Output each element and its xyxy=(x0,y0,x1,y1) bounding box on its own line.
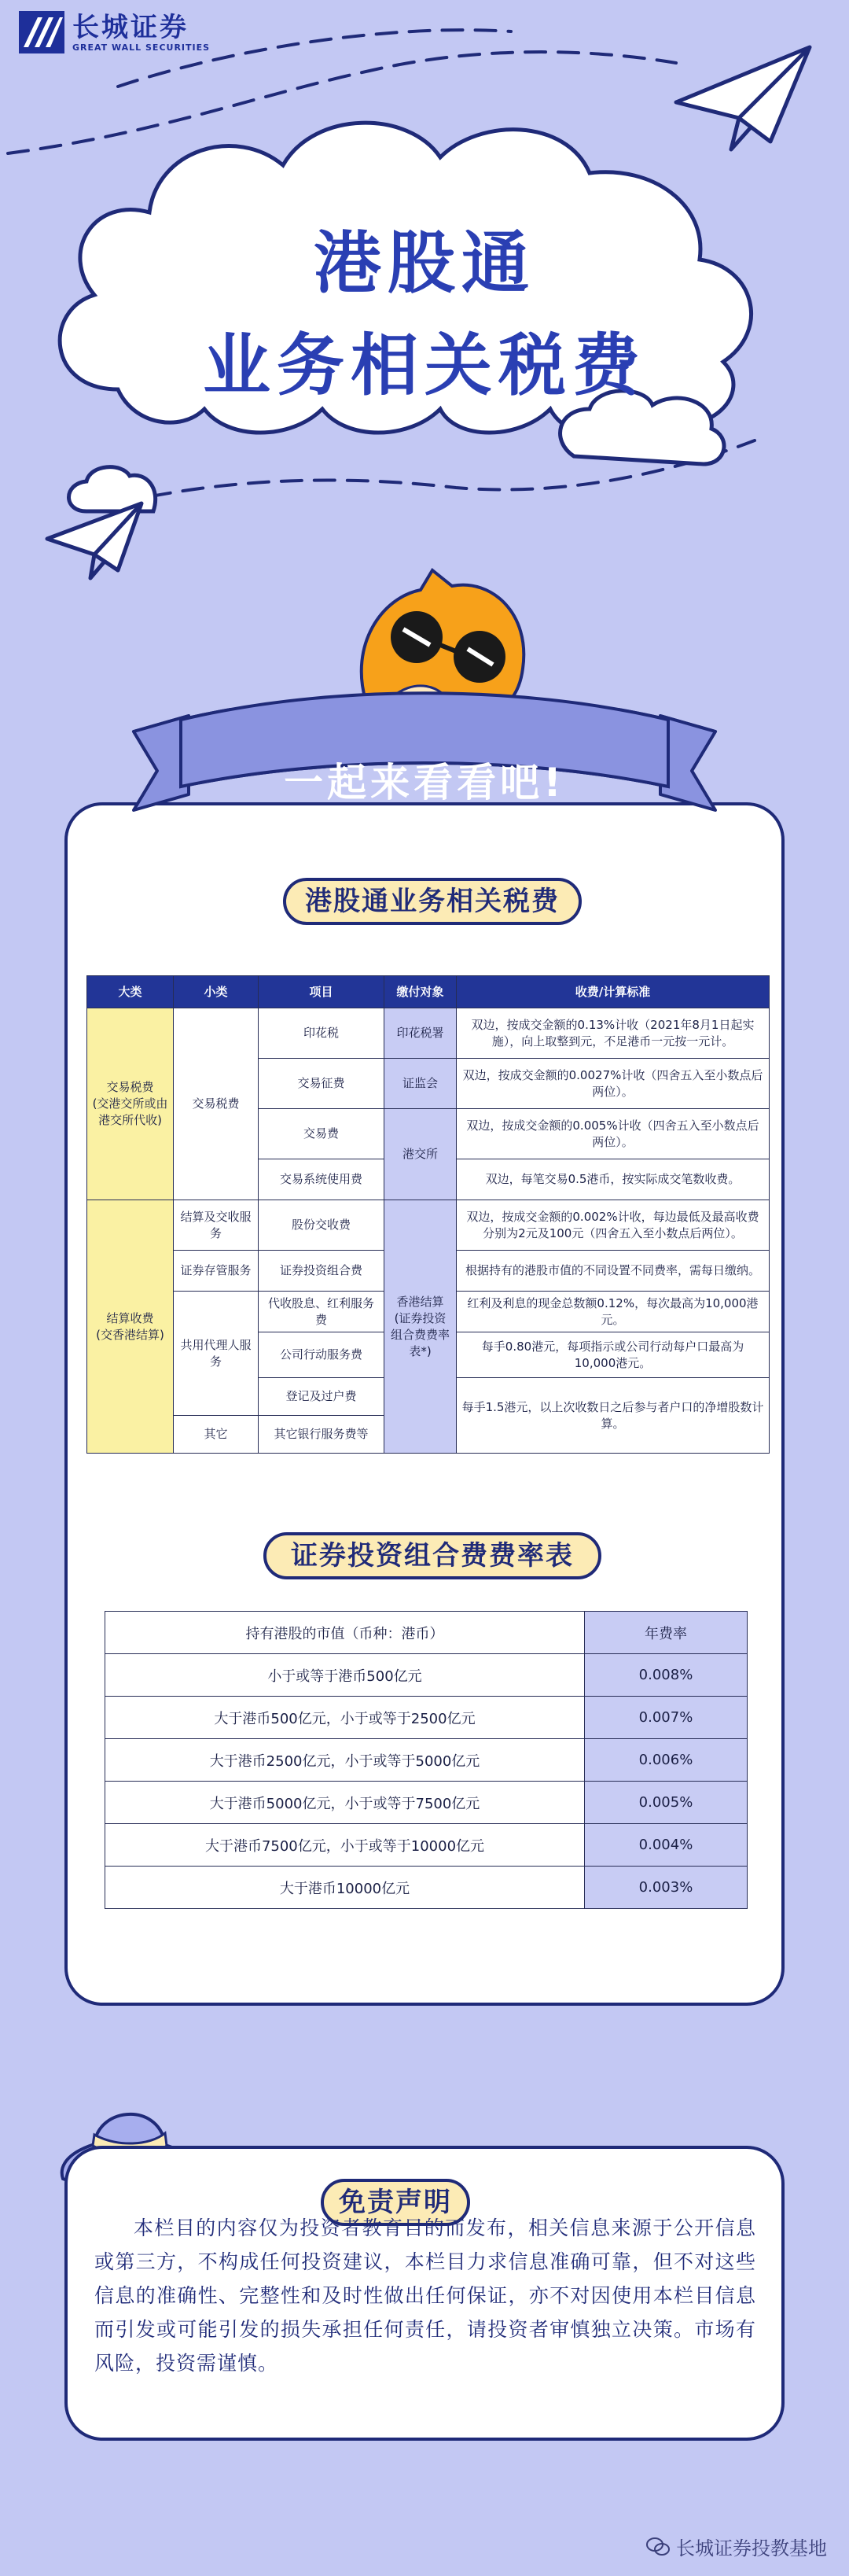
table-row xyxy=(105,1739,748,1782)
payee-cell: 印花税署 xyxy=(384,1008,457,1059)
brand-name-cn: 长城证券 xyxy=(72,11,189,43)
table-row xyxy=(105,1782,748,1824)
standard-cell: 双边，按成交金额的0.13%计收（2021年8月1日起实施），向上取整到元，不足港币一元按一元计。 xyxy=(457,1008,770,1059)
paper-plane-icon xyxy=(676,47,810,149)
fee-section-heading: 港股通业务相关税费 xyxy=(283,878,582,925)
item-cell: 代收股息、红利服务费 xyxy=(259,1292,384,1332)
rate-cell: 0.004% xyxy=(585,1824,748,1867)
standard-cell: 红利及利息的现金总数额0.12%，每次最高为10,000港元。 xyxy=(457,1292,770,1332)
great-wall-logo-icon xyxy=(19,11,64,53)
paper-plane-icon xyxy=(47,503,142,578)
fee-table-header xyxy=(87,976,770,1008)
watermark-text: 长城证券投教基地 xyxy=(676,2537,827,2559)
rate-cell: 0.008% xyxy=(585,1654,748,1697)
brand-logo xyxy=(19,11,210,53)
range-cell: 大于港币5000亿元，小于或等于7500亿元 xyxy=(105,1782,585,1824)
rate-cell: 0.003% xyxy=(585,1867,748,1909)
standard-cell: 每手1.5港元，以上次收数日之后参与者户口的净增股数计算。 xyxy=(457,1378,770,1454)
subcategory-cell: 结算及交收服务 xyxy=(174,1200,259,1251)
standard-cell: 双边，按成交金额的0.002%计收，每边最低及最高收费分别为2元及100元（四舍五入至小数点后两位）。 xyxy=(457,1200,770,1251)
item-cell: 交易费 xyxy=(259,1109,384,1159)
item-cell: 证券投资组合费 xyxy=(259,1251,384,1292)
disclaimer-heading: 免责声明 xyxy=(321,2179,470,2226)
rate-cell: 0.005% xyxy=(585,1782,748,1824)
disclaimer-text: 本栏目的内容仅为投资者教育目的而发布，相关信息来源于公开信息或第三方，不构成任何投资建议，本栏目力求信息准确可靠，但不对这些信息的准确性、完整性和及时性做出任何保证，亦不对因使用本栏目信息而引发或可能引发的损失承担任何责任，请投资者审慎独立决策。市场有风险，投资需谨慎。 xyxy=(94,2217,756,2375)
page-title-line2: 业务相关税费 xyxy=(203,326,646,405)
rate-section-heading: 证券投资组合费费率表 xyxy=(263,1532,601,1579)
fee-table xyxy=(86,975,770,1454)
standard-cell: 根据持有的港股市值的不同设置不同费率，需每日缴纳。 xyxy=(457,1251,770,1292)
range-cell: 大于港币2500亿元，小于或等于5000亿元 xyxy=(105,1739,585,1782)
item-cell: 交易系统使用费 xyxy=(259,1159,384,1200)
table-row xyxy=(87,1200,770,1251)
standard-cell: 双边，按成交金额的0.005%计收（四舍五入至小数点后两位）。 xyxy=(457,1109,770,1159)
rate-cell: 0.006% xyxy=(585,1739,748,1782)
table-row xyxy=(105,1824,748,1867)
fee-header-cell: 缴付对象 xyxy=(384,976,457,1008)
table-row xyxy=(87,1008,770,1059)
rate-table-header xyxy=(105,1612,748,1654)
table-row xyxy=(105,1867,748,1909)
fee-header-cell: 项目 xyxy=(259,976,384,1008)
standard-cell: 双边，每笔交易0.5港币，按实际成交笔数收费。 xyxy=(457,1159,770,1200)
item-cell: 印花税 xyxy=(259,1008,384,1059)
standard-cell: 每手0.80港元，每项指示或公司行动每户口最高为10,000港元。 xyxy=(457,1332,770,1378)
fee-header-cell: 收费/计算标准 xyxy=(457,976,770,1008)
range-cell: 小于或等于港币500亿元 xyxy=(105,1654,585,1697)
standard-cell: 双边，按成交金额的0.0027%计收（四舍五入至小数点后两位）。 xyxy=(457,1059,770,1109)
category-cell: 交易税费 (交港交所或由港交所代收) xyxy=(87,1008,174,1200)
table-row xyxy=(105,1697,748,1739)
page-title-line1: 港股通 xyxy=(314,224,535,303)
item-cell: 交易征费 xyxy=(259,1059,384,1109)
table-row xyxy=(105,1654,748,1697)
rate-header-value: 持有港股的市值（币种：港币） xyxy=(105,1612,585,1654)
brand-name-en: GREAT WALL SECURITIES xyxy=(72,42,211,53)
range-cell: 大于港币10000亿元 xyxy=(105,1867,585,1909)
item-cell: 公司行动服务费 xyxy=(259,1332,384,1378)
payee-cell: 证监会 xyxy=(384,1059,457,1109)
watermark xyxy=(646,2533,827,2560)
subcategory-cell: 交易税费 xyxy=(174,1008,259,1200)
fee-header-cell: 大类 xyxy=(87,976,174,1008)
payee-cell: 港交所 xyxy=(384,1109,457,1200)
item-cell: 股份交收费 xyxy=(259,1200,384,1251)
range-cell: 大于港币500亿元，小于或等于2500亿元 xyxy=(105,1697,585,1739)
range-cell: 大于港币7500亿元，小于或等于10000亿元 xyxy=(105,1824,585,1867)
payee-cell: 香港结算 (证券投资组合费费率表*) xyxy=(384,1200,457,1454)
rate-header-rate: 年费率 xyxy=(585,1612,748,1654)
subcategory-cell: 其它 xyxy=(174,1416,259,1454)
ribbon-text: 一起来看看吧! xyxy=(284,760,565,805)
rate-table xyxy=(105,1611,748,1909)
wechat-icon xyxy=(646,2537,670,2557)
item-cell: 其它银行服务费等 xyxy=(259,1416,384,1454)
fee-header-cell: 小类 xyxy=(174,976,259,1008)
item-cell: 登记及过户费 xyxy=(259,1378,384,1416)
subcategory-cell: 证券存管服务 xyxy=(174,1251,259,1292)
subcategory-cell: 共用代理人服务 xyxy=(174,1292,259,1416)
category-cell: 结算收费 (交香港结算) xyxy=(87,1200,174,1454)
rate-cell: 0.007% xyxy=(585,1697,748,1739)
